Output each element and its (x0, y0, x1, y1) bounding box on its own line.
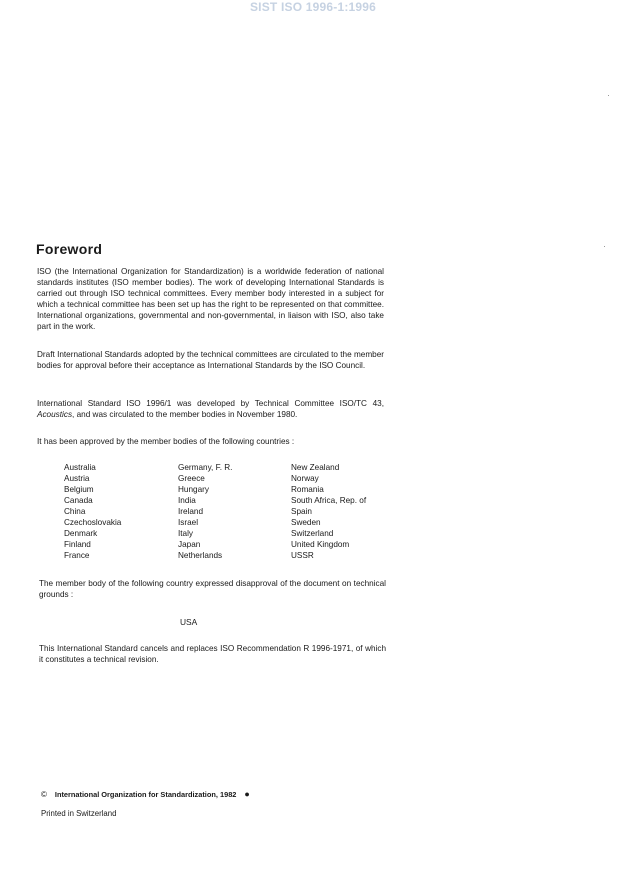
country-item: India (178, 496, 196, 505)
country-item: Hungary (178, 485, 209, 494)
bullet-icon: ● (244, 789, 250, 799)
country-item: Denmark (64, 529, 98, 538)
country-item: Israel (178, 518, 199, 527)
foreword-paragraph-drafts: Draft International Standards adopted by the technical committees are circulated to the member bodies for approval before their acceptance as International Standards by the ISO Council. (37, 350, 384, 370)
country-item: South Africa, Rep. of (291, 496, 367, 505)
foreword-paragraph-revision: This International Standard cancels and replaces ISO Recommendation R 1996-1971, of which it constitutes a technical revision. (39, 644, 386, 664)
watermark: SIST ISO 1996-1:1996 (249, 0, 377, 14)
country-item: China (64, 507, 86, 516)
country-item: Romania (291, 485, 324, 494)
committee-name: Acoustics (37, 410, 73, 419)
country-item: Netherlands (178, 551, 223, 560)
country-item: New Zealand (291, 463, 340, 472)
country-item: France (64, 551, 90, 560)
foreword-paragraph-disapproval: The member body of the following country expressed disapproval of the document on technical grounds : (39, 579, 386, 599)
country-item: Japan (178, 540, 201, 549)
copyright-notice (41, 789, 250, 799)
country-item: Belgium (64, 485, 94, 494)
country-item: Australia (64, 463, 96, 472)
country-item: United Kingdom (291, 540, 350, 549)
development-text-end: , and was circulated to the member bodies in November 1980. (72, 410, 298, 419)
approving-countries-list (64, 462, 401, 561)
country-item: Greece (178, 474, 205, 483)
country-item: Germany, F. R. (178, 463, 233, 472)
foreword-paragraph-iso: ISO (the International Organization for Standardization) is a worldwide federation of national standards institutes (ISO member bodies). The work of developing International Standards is carried out through ISO technical committees. Every member body interested in a subject for which a technical committee has been set up has the right to be represented on that committee. International organizations, governmental and non-governmental, in liaison with ISO, also take part in the work. (37, 267, 384, 331)
country-item: Switzerland (291, 529, 334, 538)
page-title: Foreword (36, 241, 103, 257)
printed-location: Printed in Switzerland (41, 809, 117, 818)
scan-speck (604, 246, 605, 247)
copyright-text: International Organization for Standardization, 1982 (54, 789, 237, 799)
country-item: Spain (291, 507, 312, 516)
foreword-paragraph-development (37, 398, 384, 420)
country-item: Norway (291, 474, 319, 483)
countries-column-1 (64, 462, 178, 561)
disapproving-country: USA (180, 617, 198, 627)
country-item: Austria (64, 474, 90, 483)
country-item: Sweden (291, 518, 321, 527)
countries-column-2 (178, 462, 291, 561)
scan-speck (608, 95, 609, 96)
foreword-paragraph-approval: It has been approved by the member bodies of the following countries : (37, 437, 295, 446)
copyright-icon: © (41, 789, 47, 799)
countries-column-3 (291, 462, 401, 561)
country-item: Italy (178, 529, 194, 538)
country-item: Canada (64, 496, 93, 505)
country-item: Ireland (178, 507, 204, 516)
country-item: Finland (64, 540, 91, 549)
development-text-start: International Standard ISO 1996/1 was developed by Technical Committee ISO/TC 43, (37, 399, 384, 408)
country-item: Czechoslovakia (64, 518, 122, 527)
country-item: USSR (291, 551, 314, 560)
